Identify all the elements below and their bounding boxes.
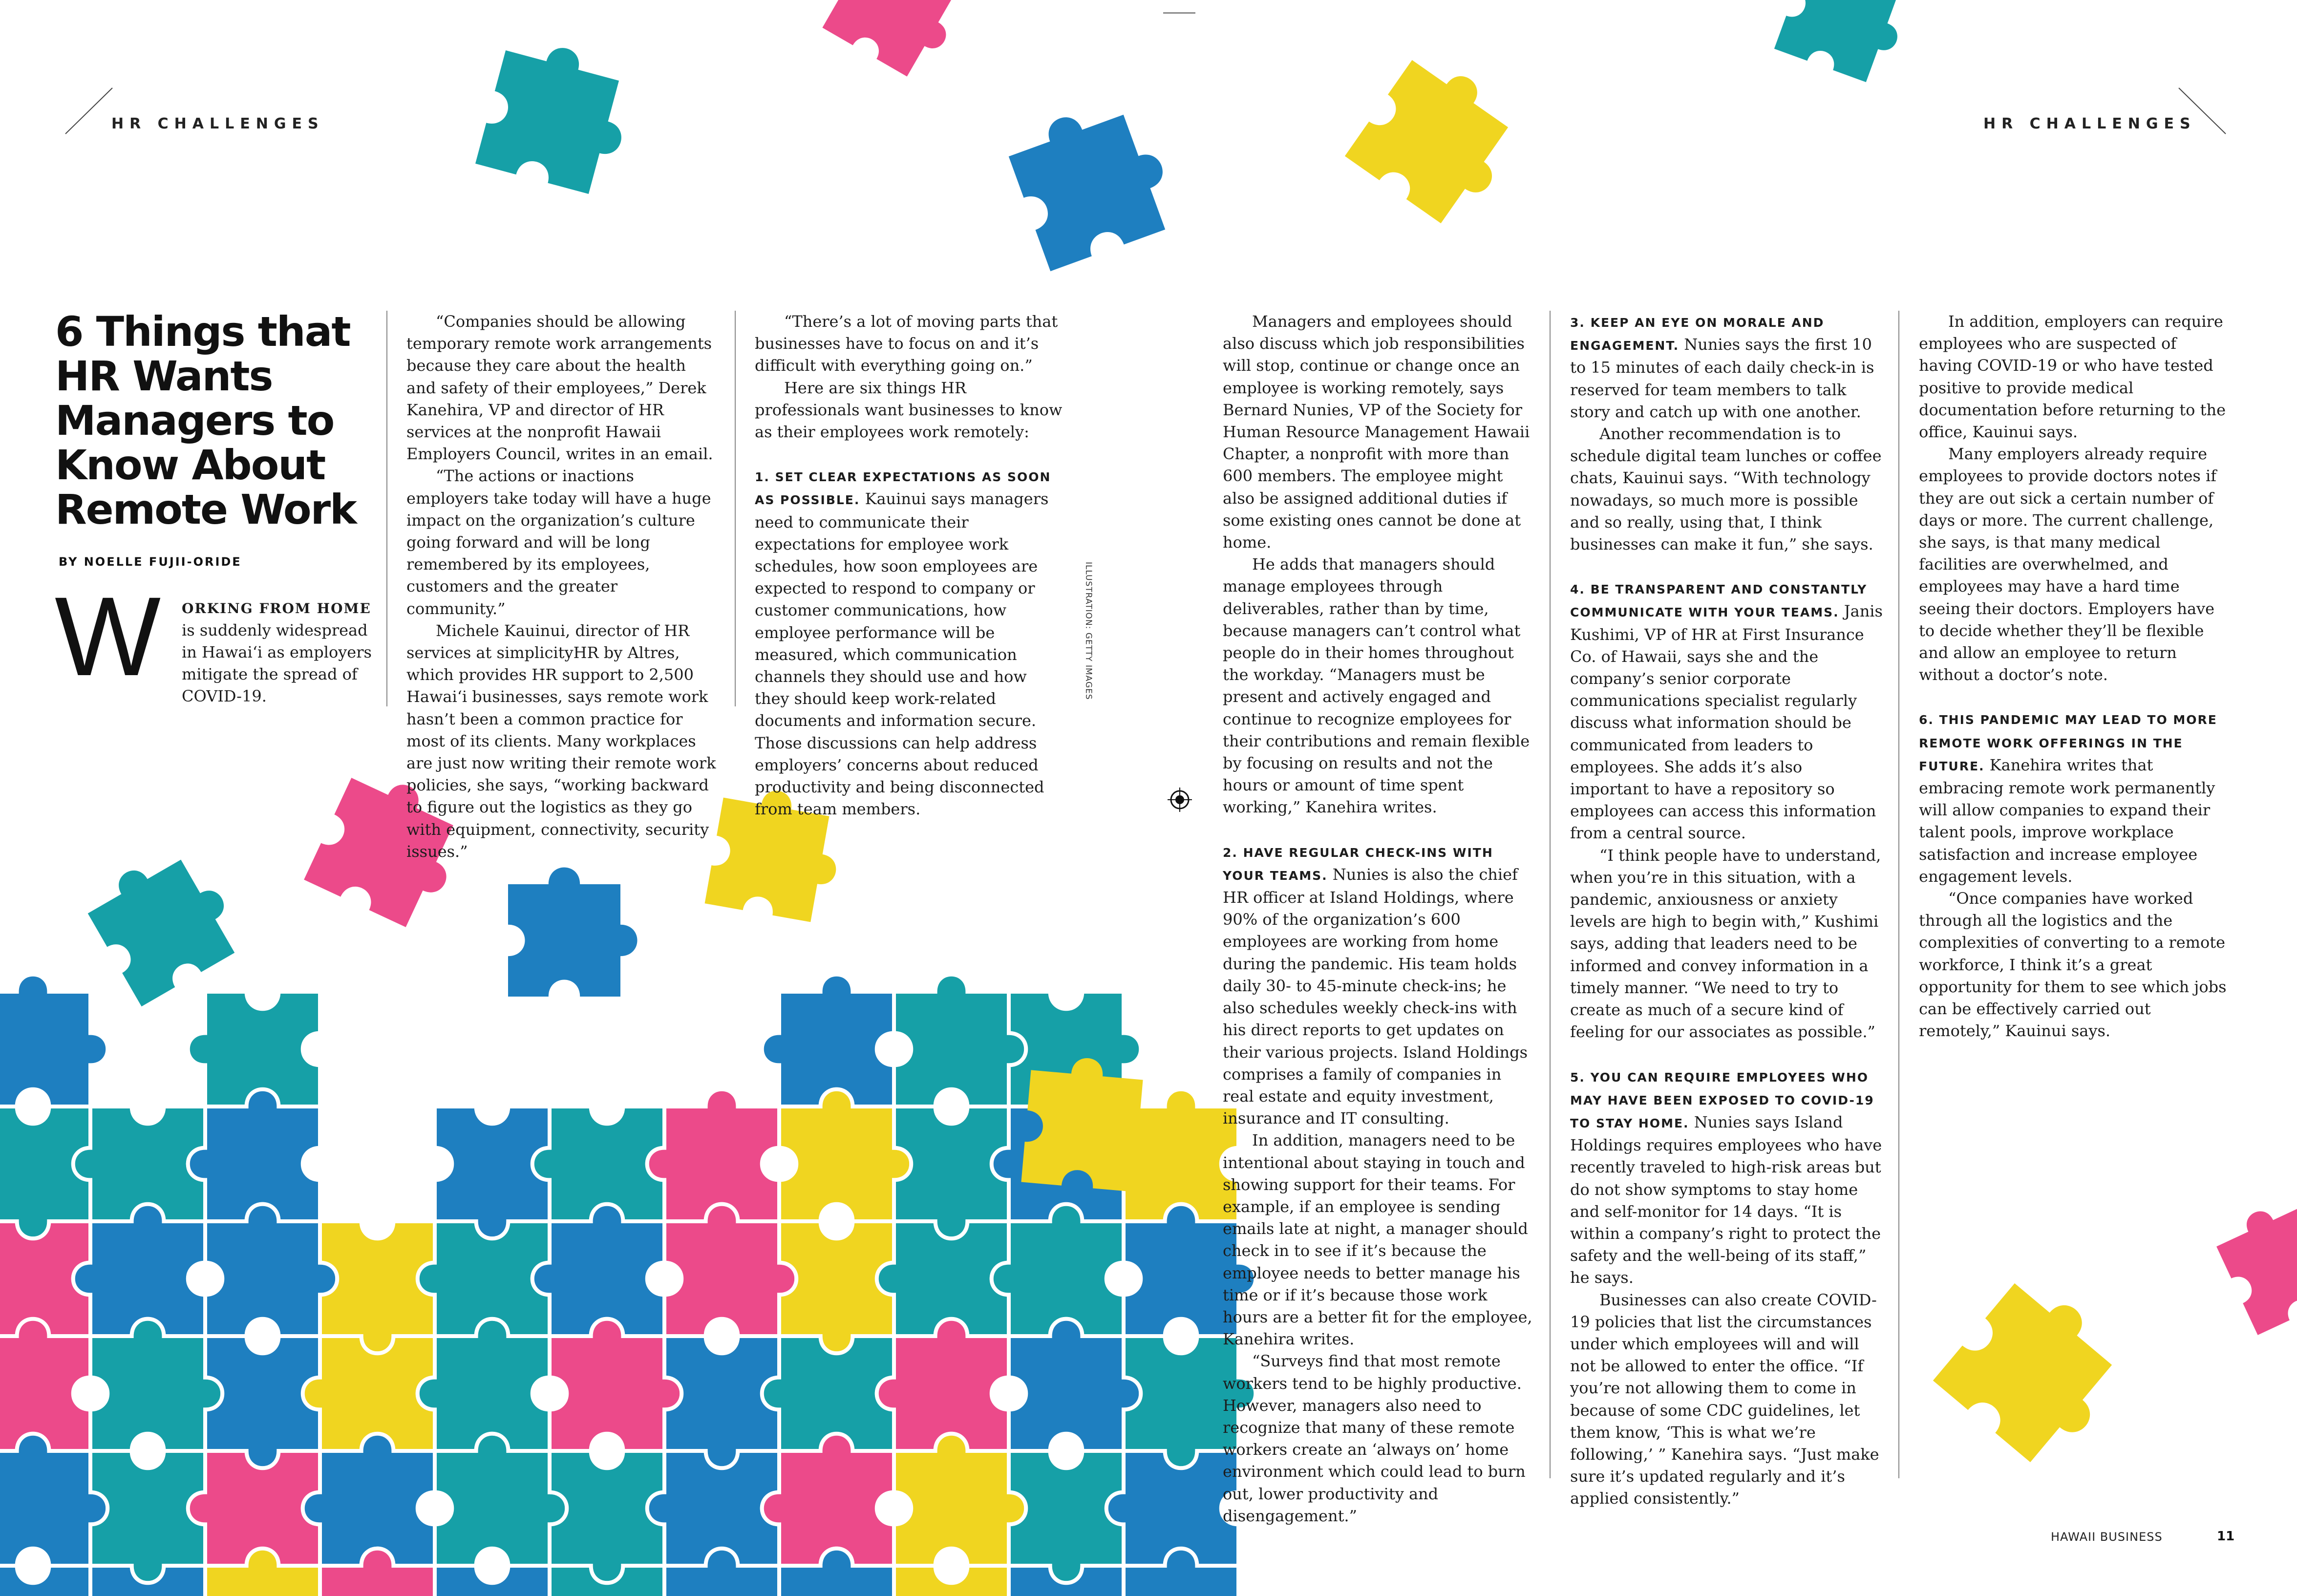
puzzle-piece (0, 1319, 90, 1451)
paragraph: “Surveys find that most remote workers tend to be highly productive. However, managers also need to recognize that many of these remote workers create an ‘always on’ home environment which could lead to burn out, lower productivity and disengagement.” (1223, 1352, 1526, 1525)
puzzle-piece (90, 1319, 222, 1451)
puzzle-piece (508, 868, 638, 997)
drop-cap: W (55, 574, 161, 699)
text-column-5 (1919, 311, 2232, 1219)
text-column-3 (1223, 311, 1535, 1525)
section-text: Janis Kushimi, VP of HR at First Insurance Co. of Hawaii, says she and the company’s senior corporate communications specialist regularly discuss what information should be communicated from leaders to employees. She adds it’s also important to have a repository so employees can access this information from a central source. (1570, 602, 1883, 843)
paragraph: “The actions or inactions employers take today will have a huge impact on the organization’s culture going forward and will be long remembered by its employees, customers and the greater community.” (406, 467, 711, 618)
puzzle-piece (1002, 91, 1182, 271)
paragraph: Many employers already require employees to provide doctors notes if they are out sick a certain number of days or more. The current challenge, she says, is that many medical facilities are overwhelmed, and employees may have a hard time seeing their doctors. Employers have to decide whether they’ll be flexible and allow an employee to return without a doctor’s note. (1919, 445, 2217, 684)
paragraph: “There’s a lot of moving parts that businesses have to focus on and it’s difficult with everything going on.” (755, 312, 1058, 375)
puzzle-piece (762, 975, 894, 1107)
puzzle-piece (877, 1319, 1009, 1451)
crop-mark (1163, 12, 1195, 14)
paragraph: In addition, managers need to be intentional about staying in touch and showing support for their teams. For example, if an employee is sending emails late at night, a manager should check in to see if it’s because the employee needs to better manage his time or if it’s because those work hours are a better fit for the employee, Kanehira writes. (1223, 1131, 1532, 1349)
text-column-4 (1570, 311, 1884, 1508)
section-heading-4: 4. BE TRANSPARENT AND CONSTANTLY COMMUNICATE WITH YOUR TEAMS. (1570, 582, 1868, 620)
puzzle-piece (205, 1204, 337, 1336)
column-rule (1550, 311, 1551, 1478)
puzzle-piece (992, 1204, 1124, 1336)
paragraph: “Once companies have worked through all the logistics and the complexities of converting to a remote workforce, I think it’s a great opportunity for them to see which jobs can be effectively carried out remotely,” Kauinui says. (1919, 889, 2227, 1041)
puzzle-piece (418, 1319, 550, 1451)
puzzle-piece (0, 975, 107, 1107)
page-number: 11 (2217, 1529, 2235, 1544)
paragraph: Here are six things HR professionals want businesses to know as their employees work remotely: (755, 378, 1063, 442)
text-column-1 (406, 311, 716, 861)
paragraph: Businesses can also create COVID-19 policies that list the circumstances under which employees will and will not be allowed to enter the office. “If you’re not allowing them to come in because of some CDC guidelines, let them know, ‘This is what we’re following,’ ” Kanehira says. “Just make sure it’s updated regularly and it’s applied consistently.” (1570, 1290, 1879, 1508)
puzzle-piece (80, 838, 249, 1007)
section-2 (1223, 841, 1535, 1130)
section-label-left: HR CHALLENGES (111, 115, 324, 132)
puzzle-piece (188, 1089, 320, 1221)
puzzle-piece (532, 1204, 664, 1336)
lead-paragraph (182, 597, 372, 707)
section-text: Nunies says the first 10 to 15 minutes of each daily check-in is reserved for team members to talk story and catch up with one another. (1570, 335, 1874, 421)
illustration-credit: ILLUSTRATION: GETTY IMAGES (1084, 562, 1093, 700)
puzzle-piece (435, 1566, 567, 1596)
slash-ornament-left (64, 88, 112, 135)
puzzle-piece (550, 1319, 681, 1451)
registration-mark-icon (1168, 787, 1192, 812)
puzzle-piece (303, 1434, 435, 1566)
column-rule (735, 311, 736, 706)
lead-text: is suddenly widespread in Hawai‘i as employers mitigate the spread of COVID-19. (182, 621, 372, 705)
lead-small-caps: ORKING FROM HOME (182, 600, 371, 617)
section-text: Nunies is also the chief HR officer at Island Holdings, where 90% of the organization’s 600 employees are working from home during the pandemic. His team holds daily 30- to 45-minute check-ins; he also schedules weekly check-ins with his direct reports to get updates on their various projects. Island Holdings comprises a family of companies in real estate and equity investment, insurance and IT consulting. (1223, 865, 1528, 1128)
column-rule (386, 311, 387, 706)
puzzle-piece (73, 1204, 205, 1336)
puzzle-piece (1009, 1319, 1141, 1451)
slash-ornament-right (2179, 88, 2228, 135)
puzzle-piece (762, 1434, 894, 1566)
section-text: Nunies says Island Holdings requires employees who have recently traveled to high-risk areas but do not show symptoms to stay home and self-monitor for 14 days. “It is within a company’s right to protect the safety and the well-being of its staff,” he says. (1570, 1112, 1882, 1287)
puzzle-piece (822, 0, 976, 84)
section-1 (755, 465, 1064, 820)
paragraph: “I think people have to understand, when you’re in this situation, with a pandemic, anxiousness or anxiety levels are high to begin with,” Kushimi says, adding that leaders need to be informed and convey information in a timely manner. “We need to try to create as much of a secure kind of feeling for our associates as possible.” (1570, 846, 1881, 1042)
section-label-right: HR CHALLENGES (1983, 115, 2196, 132)
puzzle-piece (1774, 0, 1918, 87)
text-column-2 (755, 311, 1064, 819)
paragraph: He adds that managers should manage employees through deliverables, rather than by time, because managers can’t control what people do in their homes throughout the workday. “Managers must be present and actively engaged and continue to recognize employees for their contributions and remain flexible by focusing on results and not the hours or amount of time spent working,” Kanehira writes. (1223, 555, 1530, 817)
column-rule (1898, 311, 1899, 1478)
section-heading-1: 1. SET CLEAR EXPECTATIONS AS SOON AS POSSIBLE. (755, 470, 1051, 508)
publication-name: HAWAII BUSINESS (2051, 1530, 2163, 1544)
section-3 (1570, 311, 1884, 423)
puzzle-piece (435, 1434, 567, 1566)
paragraph: In addition, employers can require employees who are suspected of having COVID-19 or who have tested positive to provide medical documentation before returning to the office, Kauinui says. (1919, 312, 2226, 442)
puzzle-piece (475, 33, 640, 198)
section-4 (1570, 577, 1884, 844)
puzzle-piece (647, 1089, 779, 1221)
puzzle-piece (664, 1204, 796, 1336)
puzzle-piece (1345, 45, 1532, 233)
section-6 (1919, 708, 2232, 888)
puzzle-piece (779, 1089, 911, 1221)
byline: BY NOELLE FUJII-ORIDE (59, 555, 242, 569)
puzzle-piece (894, 1566, 1026, 1596)
section-heading-3: 3. KEEP AN EYE ON MORALE AND ENGAGEMENT. (1570, 316, 1825, 353)
puzzle-piece (1933, 1269, 2139, 1474)
puzzle-piece (894, 975, 1026, 1107)
puzzle-piece (894, 1434, 1026, 1566)
paragraph: Another recommendation is to schedule digital team lunches or coffee chats, Kauinui says. “With technology nowadays, so much more is possible and so really, using that, I think businesses can make it fun,” she says. (1570, 425, 1882, 554)
paragraph: Managers and employees should also discuss which job responsibilities will stop, continue or change once an employee is working remotely, says Bernard Nunies, VP of the Society for Human Resource Management Hawaii Chapter, a nonprofit with more than 600 members. The employee might also be assigned additional duties if some existing ones cannot be done at home. (1223, 312, 1530, 552)
section-text: Kanehira writes that embracing remote work permanently will allow companies to expand their talent pools, improve workplace satisfaction and increase employee engagement levels. (1919, 755, 2215, 886)
article-title: 6 Things that HR Wants Managers to Know About Remote Work (55, 308, 356, 533)
section-heading-5: 5. YOU CAN REQUIRE EMPLOYEES WHO MAY HAVE BEEN EXPOSED TO COVID-19 TO STAY HOME. (1570, 1070, 1874, 1130)
section-heading-6: 6. THIS PANDEMIC MAY LEAD TO MORE REMOTE WORK OFFERINGS IN THE FUTURE. (1919, 713, 2217, 773)
paragraph: “Companies should be allowing temporary remote work arrangements because they care about the health and safety of their employees,” Derek Kanehira, VP and director of HR services at the nonprofit Hawaii Employers Council, writes in an email. (406, 312, 713, 464)
section-heading-2: 2. HAVE REGULAR CHECK-INS WITH YOUR TEAMS. (1223, 845, 1493, 883)
paragraph: Michele Kauinui, director of HR services at simplicityHR by Altres, which provides HR support to 2,500 Hawai‘i businesses, says remote work hasn’t been a common practice for most of its clients. Many workplaces are just now writing their remote work policies, she says, “working backward to figure out the logistics as they go with equipment, connectivity, security issues.” (406, 621, 716, 861)
section-text: Kauinui says managers need to communicate their expectations for employee work schedules, how soon employees are expected to respond to company or customer communications, how employee performance will be measured, which communication channels they should use and how they should keep work-related documents and information secure. Those discussions can help address employers’ concerns about reduced productivity and being disconnected from team members. (755, 489, 1049, 819)
section-5 (1570, 1065, 1884, 1289)
